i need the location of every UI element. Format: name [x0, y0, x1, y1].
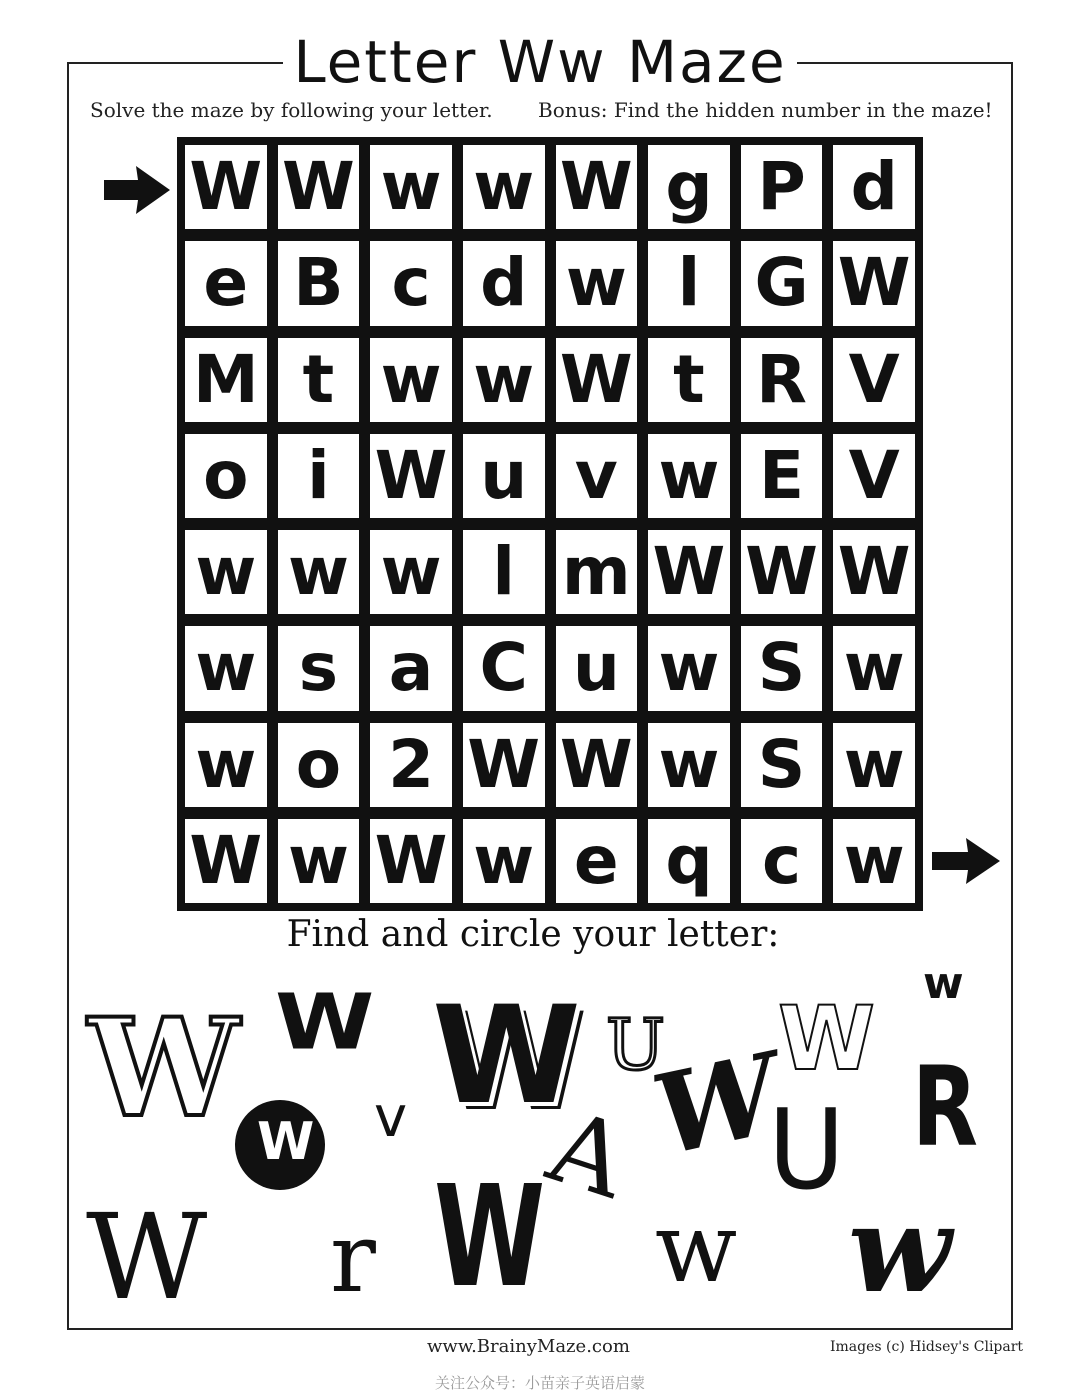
- maze-cell[interactable]: W: [370, 819, 452, 903]
- find-letter-italic-w[interactable]: w: [848, 1179, 952, 1320]
- maze-cell[interactable]: V: [833, 434, 915, 518]
- maze-cell[interactable]: S: [741, 626, 823, 710]
- maze-cell[interactable]: w: [370, 338, 452, 422]
- title-text: Letter Ww Maze: [283, 28, 796, 96]
- maze-cell[interactable]: w: [556, 241, 638, 325]
- find-letter-lower-w[interactable]: w: [655, 1192, 738, 1304]
- maze-cell[interactable]: w: [833, 819, 915, 903]
- maze-cell[interactable]: e: [185, 241, 267, 325]
- maze-cell[interactable]: i: [278, 434, 360, 518]
- maze-cell[interactable]: G: [741, 241, 823, 325]
- maze-cell[interactable]: v: [556, 434, 638, 518]
- find-letter-r[interactable]: R: [912, 1043, 979, 1171]
- maze-cell[interactable]: o: [278, 723, 360, 807]
- maze-cell[interactable]: w: [648, 723, 730, 807]
- maze-cell[interactable]: d: [463, 241, 545, 325]
- maze-cell[interactable]: W: [556, 145, 638, 229]
- maze-cell[interactable]: w: [648, 626, 730, 710]
- maze-cell[interactable]: W: [185, 145, 267, 229]
- find-letter-v[interactable]: v: [374, 1085, 408, 1150]
- find-letter-a[interactable]: A: [535, 1087, 641, 1222]
- maze-cell[interactable]: w: [278, 819, 360, 903]
- maze-cell[interactable]: t: [648, 338, 730, 422]
- find-letter-u-large[interactable]: U: [768, 1085, 845, 1215]
- finish-arrow-icon: [930, 832, 1002, 890]
- maze-cell[interactable]: u: [463, 434, 545, 518]
- maze-cell[interactable]: W: [833, 530, 915, 614]
- find-title: Find and circle your letter:: [286, 914, 780, 955]
- maze-cell[interactable]: W: [556, 723, 638, 807]
- maze-cell[interactable]: w: [463, 145, 545, 229]
- maze-cell[interactable]: S: [741, 723, 823, 807]
- maze-cell[interactable]: w: [278, 530, 360, 614]
- find-letter-circled-w[interactable]: W: [257, 1112, 315, 1172]
- maze-cell[interactable]: W: [463, 723, 545, 807]
- watermark: 关注公众号：小苗亲子英语启蒙: [434, 1375, 645, 1392]
- maze-cell[interactable]: o: [185, 434, 267, 518]
- maze-cell[interactable]: E: [741, 434, 823, 518]
- maze-cell[interactable]: m: [556, 530, 638, 614]
- maze-cell[interactable]: C: [463, 626, 545, 710]
- maze-cell[interactable]: W: [278, 145, 360, 229]
- footer-website[interactable]: www.BrainyMaze.com: [427, 1336, 630, 1357]
- maze-cell[interactable]: w: [185, 530, 267, 614]
- maze-cell[interactable]: w: [370, 145, 452, 229]
- maze-cell[interactable]: u: [556, 626, 638, 710]
- maze-cell[interactable]: P: [741, 145, 823, 229]
- maze-cell[interactable]: g: [648, 145, 730, 229]
- find-letter-heavy-w[interactable]: W: [275, 977, 375, 1068]
- maze-cell[interactable]: l: [463, 530, 545, 614]
- find-letter-script-w[interactable]: W: [642, 1028, 791, 1181]
- maze-cell[interactable]: W: [185, 819, 267, 903]
- maze-cell[interactable]: s: [278, 626, 360, 710]
- footer-credit: Images (c) Hidsey's Clipart: [830, 1339, 1024, 1355]
- maze-cell[interactable]: w: [185, 626, 267, 710]
- find-letter-outlined-w[interactable]: W: [88, 988, 240, 1147]
- maze-cell[interactable]: w: [648, 434, 730, 518]
- maze-cell[interactable]: M: [185, 338, 267, 422]
- page-title: [0, 22, 1080, 102]
- maze-cell[interactable]: c: [741, 819, 823, 903]
- maze-cell[interactable]: w: [833, 626, 915, 710]
- maze-cell[interactable]: w: [833, 723, 915, 807]
- maze-cell[interactable]: R: [741, 338, 823, 422]
- maze-cell[interactable]: W: [556, 338, 638, 422]
- maze-cell[interactable]: c: [370, 241, 452, 325]
- maze-cell[interactable]: 2: [370, 723, 452, 807]
- maze-cell[interactable]: W: [741, 530, 823, 614]
- instruction-left: Solve the maze by following your letter.: [90, 98, 493, 122]
- maze-cell[interactable]: l: [648, 241, 730, 325]
- find-letter-shadow-w[interactable]: W: [432, 977, 581, 1134]
- instruction-bonus: Bonus: Find the hidden number in the maze!: [538, 98, 993, 122]
- maze-cell[interactable]: t: [278, 338, 360, 422]
- maze-cell[interactable]: W: [833, 241, 915, 325]
- maze-cell[interactable]: w: [370, 530, 452, 614]
- maze-cell[interactable]: d: [833, 145, 915, 229]
- maze-cell[interactable]: e: [556, 819, 638, 903]
- maze-cell[interactable]: B: [278, 241, 360, 325]
- find-letter-r-lower[interactable]: r: [330, 1202, 376, 1314]
- find-letter-serif-w[interactable]: W: [86, 1188, 208, 1326]
- maze-cell[interactable]: q: [648, 819, 730, 903]
- find-letter-u[interactable]: U: [606, 1004, 665, 1086]
- find-letter-condensed-w[interactable]: W: [434, 1156, 546, 1319]
- maze-cell[interactable]: w: [185, 723, 267, 807]
- maze-cell[interactable]: W: [648, 530, 730, 614]
- maze-cell[interactable]: w: [463, 819, 545, 903]
- maze-cell[interactable]: w: [463, 338, 545, 422]
- start-arrow-icon: [100, 160, 172, 220]
- find-letter-outline-w[interactable]: W: [778, 987, 876, 1090]
- maze-cell[interactable]: a: [370, 626, 452, 710]
- maze-cell[interactable]: W: [370, 434, 452, 518]
- maze-cell[interactable]: V: [833, 338, 915, 422]
- maze-grid: [177, 137, 923, 911]
- find-letter-small-w[interactable]: w: [923, 958, 964, 1009]
